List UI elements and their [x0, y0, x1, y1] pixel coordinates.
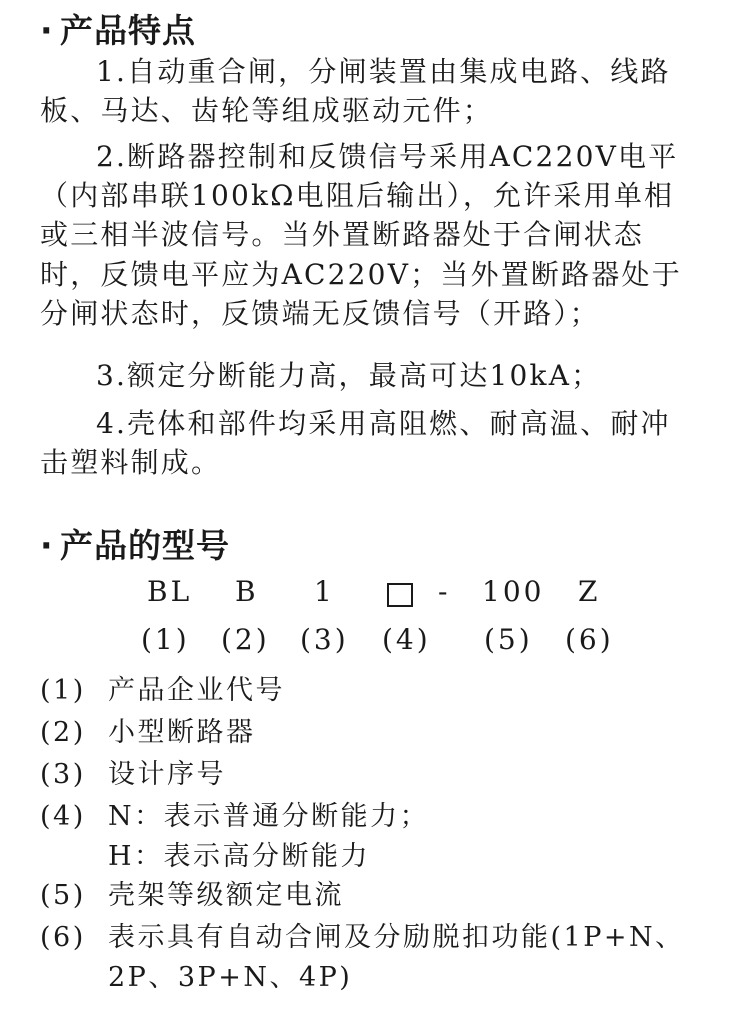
model-item-6-line-2: 2P、3P+N、4P): [108, 962, 353, 993]
model-code-row: [0, 575, 730, 615]
model-index-2: (2): [221, 623, 270, 656]
feature-paragraph-2: 2.断路器控制和反馈信号采用AC220V电平（内部串联100kΩ电阻后输出），允许采用单相或三相半波信号。当外置断路器处于合闸状态时，反馈电平应为AC220V；当外置断路器处于分闸状态时，反馈端无反馈信号（开路）；: [40, 140, 682, 330]
model-index-6: (6): [565, 623, 614, 656]
model-index-row: [0, 623, 730, 663]
feature-paragraph-3: 3.额定分断能力高，最高可达10kA；: [96, 359, 602, 392]
model-code-2: B: [235, 575, 259, 608]
model-heading: [40, 526, 230, 566]
model-item-6: (6) 表示具有自动合闸及分励脱扣功能(1P+N、 2P、3P+N、4P): [40, 918, 710, 998]
model-item-3: (3) 设计序号: [40, 759, 226, 790]
model-item-5: (5) 壳架等级额定电流: [40, 880, 344, 911]
model-code-dash: -: [438, 575, 451, 608]
model-code-3: 1: [314, 575, 335, 608]
features-heading: [40, 11, 196, 51]
model-title: 产品的型号: [60, 526, 230, 565]
model-item-2: (2) 小型断路器: [40, 717, 256, 748]
model-code-1: BL: [147, 575, 193, 608]
model-code-4-box: [387, 583, 413, 607]
model-item-4: (4) N：表示普通分断能力； H：表示高分断能力: [40, 797, 710, 877]
model-index-4: (4): [382, 623, 431, 656]
model-index-5: (5): [484, 623, 533, 656]
model-index-1: (1): [141, 623, 190, 656]
features-title: 产品特点: [60, 11, 196, 50]
model-index-3: (3): [300, 623, 349, 656]
model-item-4-line-2: H：表示高分断能力: [108, 841, 371, 872]
model-item-1: (1) 产品企业代号: [40, 675, 285, 706]
model-code-6: Z: [578, 575, 601, 608]
feature-paragraph-1: 1.自动重合闸，分闸装置由集成电路、线路板、马达、齿轮等组成驱动元件；: [40, 55, 671, 128]
model-code-5: 100: [482, 575, 545, 608]
model-bullet: ·: [40, 526, 54, 565]
features-bullet: ·: [40, 11, 54, 50]
feature-paragraph-4: 4.壳体和部件均采用高阻燃、耐高温、耐冲击塑料制成。: [40, 407, 671, 480]
